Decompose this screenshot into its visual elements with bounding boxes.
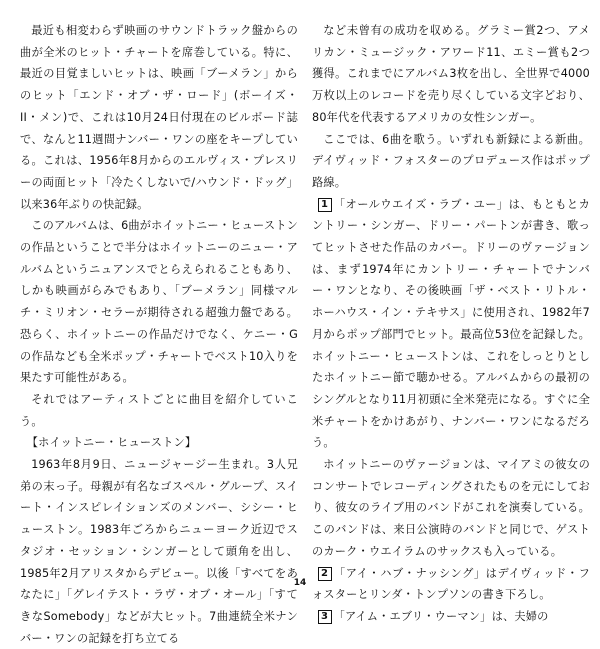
bio-continued-paragraph: など未曾有の成功を収める。グラミー賞2つ、アメリカン・ミュージック・アワード11、エミー賞も2つ獲得。これまでにアルバム3枚を出し、全世界で4000万枚以上のレコードを売り尽くしている文字どおり、80年代を代表するアメリカの女性シンガー。 <box>312 24 590 124</box>
track-number-3: 3 <box>318 610 332 624</box>
songs-intro-paragraph: ここでは、6曲を歌う。いずれも新録による新曲。デイヴィッド・フォスターのプロデュース作はポップ路線。 <box>312 132 590 189</box>
album-paragraph: このアルバムは、6曲がホイットニー・ヒューストンの作品ということで半分はホイットニーのニュー・アルバムというニュアンスでとらえられることもあり、しかも映画がらみでもあり、「ブーメラン」同様マルチ・ミリオン・セラーが期待される超強力盤である。恐らく、ホイットニーの作品だけでなく、ケニー・Gの作品なども全米ポップ・チャートでベスト10入りを果たす可能性がある。 <box>20 219 298 385</box>
transition-paragraph: それではアーティストごとに曲目を紹介していこう。 <box>20 392 298 428</box>
track-1-paragraph <box>312 194 590 454</box>
left-column <box>20 20 298 649</box>
right-column <box>312 20 590 628</box>
version-paragraph: ホイットニーのヴァージョンは、マイアミの彼女のコンサートでレコーディングされたものを元にしており、彼女のライブ用のバンドがこれを演奏している。このバンドは、来日公演時のバンドと同じで、ゲストのカーク・ウエイラムのサックスも入っている。 <box>312 458 590 558</box>
track-number-1: 1 <box>318 198 332 212</box>
section-heading: 【ホイットニー・ヒューストン】 <box>26 436 197 450</box>
bio-paragraph: 1963年8月9日、ニュージャージー生まれ。3人兄弟の末っ子。母親が有名なゴスペル・グループ、スイート・インスピレイションズのメンバー、シシー・ヒューストン。1983年ごろからニューヨーク近辺でスタジオ・セッション・シンガーとして頭角を出し、1985年2月アリスタからデビュー。以後「すべてをあなたに」「グレイテスト・ラヴ・オブ・オール」「すてきなSomebody」などが大ヒット。7曲連続全米ナンバー・ワンの記録を打ち立てる <box>20 458 298 645</box>
track-1-text: 「オールウエイズ・ラブ・ユー」は、もともとカントリー・シンガー、ドリー・パートンが書き、歌ってヒットさせた作品のカバー。ドリーのヴァージョンは、まず1974年にカントリー・チャートでナンバー・ワンとなり、その後映画「ザ・ベスト・リトル・ホーハウス・イン・テキサス」に使用され、1982年7月からポップ部門でヒット。最高位53位を記録した。ホイットニー・ヒューストンは、これをしっとりとしたホイットニー節で聴かせる。アルバムからの最初のシングルとなり11月初頭に全米発売になる。すぐに全米チャートをかけあがり、ナンバー・ワンになるだろう。 <box>312 197 590 450</box>
track-2-text: 「アイ・ハブ・ナッシング」はデイヴィッド・フォスターとリンダ・トンプソンの書き下ろし。 <box>312 566 590 602</box>
intro-paragraph: 最近も相変わらず映画のサウンドトラック盤からの曲が全米のヒット・チャートを席巻している。特に、最近の目覚ましいヒットは、映画「ブーメラン」からのヒット「エンド・オブ・ザ・ロード」(ボーイズ・II・メン)で、これは10月24日付現在のビルボード誌で、なんと11週間ナンバー・ワンの座をキープしている。これは、1956年8月からのエルヴィス・プレスリーの両面ヒット「冷たくしないで/ハウンド・ドッグ」以来36年ぶりの快記録。 <box>20 24 298 211</box>
track-3-paragraph <box>312 606 590 628</box>
page-number: 14 <box>293 578 307 588</box>
track-3-text: 「アイム・エブリ・ウーマン」は、夫婦の <box>333 609 549 623</box>
track-number-2: 2 <box>318 567 332 581</box>
